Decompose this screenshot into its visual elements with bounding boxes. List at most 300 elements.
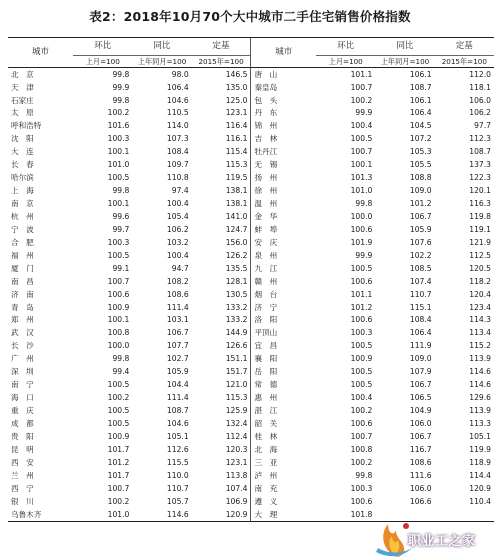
base-value: 135.0 [225, 82, 248, 92]
city-name: 青 岛 [11, 302, 34, 312]
city-name: 岳 阳 [251, 366, 316, 379]
yoy-value: 108.6 [409, 457, 432, 467]
yoy-value: 105.7 [166, 496, 189, 506]
yoy-value: 109.0 [409, 354, 432, 364]
base-value: 119.8 [469, 211, 491, 221]
base-value: 113.8 [225, 470, 248, 480]
mom-value: 99.8 [355, 470, 373, 480]
base-value: 106.9 [225, 496, 248, 506]
mom-value: 101.0 [107, 160, 130, 170]
yoy-value: 108.4 [409, 315, 432, 325]
yoy-value: 102.2 [409, 250, 432, 260]
mom-value: 100.3 [107, 134, 130, 144]
yoy-value: 110.7 [409, 289, 432, 299]
city-name: 烟 台 [251, 288, 316, 301]
mom-value: 99.9 [355, 108, 373, 118]
yoy-value: 107.2 [409, 134, 432, 144]
yoy-value: 106.0 [409, 418, 432, 428]
table-row [8, 275, 494, 288]
city-name: 郑 州 [11, 315, 34, 325]
city-name: 北 京 [11, 69, 34, 79]
header-base-right: 定基 [435, 38, 494, 56]
city-name: 呼和浩特 [11, 121, 42, 131]
city-name: 湛 江 [251, 404, 316, 417]
base-value: 132.4 [225, 418, 248, 428]
base-value: 114.6 [469, 367, 491, 377]
base-value: 105.1 [469, 431, 491, 441]
mom-value: 101.8 [316, 508, 375, 521]
yoy-value: 108.6 [166, 289, 189, 299]
mom-value: 100.7 [350, 147, 373, 157]
base-value: 146.5 [225, 69, 248, 79]
base-value: 130.5 [225, 289, 248, 299]
table-row [8, 443, 494, 456]
mom-value: 100.3 [107, 237, 130, 247]
city-name: 大 连 [11, 147, 34, 157]
table-row [8, 68, 494, 81]
base-value: 115.4 [225, 147, 248, 157]
yoy-value: 108.8 [409, 173, 432, 183]
table-row [8, 262, 494, 275]
mom-value: 100.8 [350, 444, 373, 454]
mom-value: 99.8 [112, 186, 130, 196]
yoy-value: 106.4 [409, 328, 432, 338]
city-name: 杭 州 [11, 211, 34, 221]
city-name: 上 海 [11, 186, 34, 196]
mom-value: 100.7 [107, 276, 130, 286]
yoy-value: 114.0 [166, 121, 189, 131]
city-name: 温 州 [251, 197, 316, 210]
city-name: 银 川 [11, 496, 34, 506]
table-row [8, 133, 494, 146]
mom-value: 101.1 [350, 289, 373, 299]
table-row [8, 288, 494, 301]
yoy-value: 105.3 [409, 147, 432, 157]
base-value: 106.2 [469, 108, 491, 118]
yoy-value: 107.4 [409, 276, 432, 286]
yoy-value: 106.1 [409, 95, 432, 105]
mom-value: 101.7 [107, 470, 130, 480]
yoy-value: 108.4 [166, 147, 189, 157]
city-name: 太 原 [11, 108, 34, 118]
city-name: 吉 林 [251, 133, 316, 146]
yoy-value: 111.6 [409, 470, 432, 480]
mom-value: 100.5 [350, 134, 373, 144]
city-name: 天 津 [11, 82, 34, 92]
base-value: 118.2 [469, 276, 491, 286]
mom-value: 100.1 [350, 160, 373, 170]
base-value: 126.2 [225, 250, 248, 260]
city-name: 合 肥 [11, 237, 34, 247]
base-value: 125.0 [225, 95, 248, 105]
city-name: 桂 林 [251, 430, 316, 443]
yoy-value: 115.1 [409, 302, 432, 312]
city-name: 平顶山 [251, 327, 316, 340]
city-name: 韶 关 [251, 417, 316, 430]
mom-value: 99.8 [112, 69, 130, 79]
mom-value: 100.5 [107, 380, 130, 390]
base-value: 120.9 [469, 483, 491, 493]
mom-value: 100.5 [107, 250, 130, 260]
yoy-value: 103.1 [166, 315, 189, 325]
base-value: 120.3 [225, 444, 248, 454]
mom-value: 101.0 [73, 508, 132, 521]
yoy-value: 105.1 [166, 431, 189, 441]
city-name: 昆 明 [11, 444, 34, 454]
mom-value: 100.5 [350, 380, 373, 390]
base-value: 151.1 [225, 354, 248, 364]
yoy-value: 97.4 [171, 186, 189, 196]
mom-value: 100.3 [350, 328, 373, 338]
subheader-base-right: 2015年=100 [435, 56, 494, 68]
base-value: 112.4 [225, 431, 248, 441]
subheader-mom-left: 上月=100 [73, 56, 132, 68]
mom-value: 100.9 [107, 431, 130, 441]
city-name: 丹 东 [251, 107, 316, 120]
city-name: 贵 阳 [11, 431, 34, 441]
yoy-value: 108.2 [166, 276, 189, 286]
city-name: 乌鲁木齐 [8, 508, 73, 521]
base-value: 116.1 [225, 134, 248, 144]
base-value: 97.7 [474, 121, 491, 131]
mom-value: 100.2 [350, 457, 373, 467]
yoy-value: 101.2 [409, 199, 432, 209]
base-value: 125.9 [225, 406, 248, 416]
city-name: 安 庆 [251, 236, 316, 249]
table-row [8, 417, 494, 430]
header-yoy-left: 同比 [132, 38, 191, 56]
mom-value: 100.9 [350, 354, 373, 364]
yoy-value: 115.5 [166, 457, 189, 467]
header-row [8, 38, 494, 56]
watermark-text: 职业工之家 [408, 534, 476, 549]
base-value: 110.4 [469, 496, 491, 506]
yoy-value: 104.6 [166, 418, 189, 428]
mom-value: 100.6 [350, 276, 373, 286]
mom-value: 100.6 [350, 315, 373, 325]
base-value: 113.4 [469, 328, 491, 338]
table-row [8, 81, 494, 94]
city-name: 成 都 [11, 418, 34, 428]
base-value: 123.4 [469, 302, 491, 312]
yoy-value: 106.6 [409, 496, 432, 506]
yoy-value: 110.8 [166, 173, 189, 183]
base-value: 116.3 [469, 199, 491, 209]
city-name: 南 充 [251, 482, 316, 495]
mom-value: 100.5 [107, 418, 130, 428]
city-name: 西 安 [11, 457, 34, 467]
mom-value: 100.0 [107, 341, 130, 351]
base-value: 128.1 [225, 276, 248, 286]
table-row [8, 482, 494, 495]
city-name: 福 州 [11, 250, 34, 260]
base-value: 144.9 [225, 328, 248, 338]
yoy-value: 108.5 [409, 263, 432, 273]
city-name: 遵 义 [251, 495, 316, 508]
city-name: 哈尔滨 [11, 173, 34, 183]
table-row [8, 353, 494, 366]
mom-value: 99.8 [112, 95, 130, 105]
yoy-value: 106.4 [166, 82, 189, 92]
header-base-left: 定基 [192, 38, 251, 56]
base-value: 115.3 [225, 160, 248, 170]
yoy-value: 111.9 [409, 341, 432, 351]
city-name: 金 华 [251, 210, 316, 223]
table-row [8, 159, 494, 172]
base-value: 121.9 [469, 237, 491, 247]
mom-value: 100.5 [350, 341, 373, 351]
mom-value: 100.3 [350, 483, 373, 493]
header-yoy-right: 同比 [375, 38, 434, 56]
mom-value: 100.1 [107, 315, 130, 325]
city-name: 九 江 [251, 262, 316, 275]
base-value: 114.3 [469, 315, 491, 325]
yoy-value: 94.7 [171, 263, 189, 273]
mom-value: 100.1 [107, 199, 130, 209]
mom-value: 100.9 [107, 302, 130, 312]
yoy-value: 108.7 [166, 406, 189, 416]
city-name: 大 理 [251, 508, 316, 521]
table-row [8, 236, 494, 249]
mom-value: 99.7 [112, 224, 130, 234]
mom-value: 100.6 [107, 289, 130, 299]
base-value: 112.3 [469, 134, 491, 144]
city-name: 济 南 [11, 289, 34, 299]
mom-value: 100.6 [350, 418, 373, 428]
base-value: 138.1 [225, 199, 248, 209]
table-row [8, 94, 494, 107]
city-name: 南 京 [11, 199, 34, 209]
mom-value: 100.4 [350, 121, 373, 131]
city-name: 厦 门 [11, 263, 34, 273]
table-row [8, 366, 494, 379]
table-row [8, 210, 494, 223]
city-name: 常 德 [251, 379, 316, 392]
base-value: 118.1 [469, 82, 491, 92]
subheader-yoy-right: 上年同月=100 [375, 56, 434, 68]
table-row [8, 301, 494, 314]
yoy-value: 108.7 [409, 82, 432, 92]
table-row [8, 314, 494, 327]
base-value: 119.9 [469, 444, 491, 454]
base-value: 112.0 [469, 69, 491, 79]
base-value: 113.3 [469, 418, 491, 428]
base-value: 120.4 [469, 289, 491, 299]
yoy-value: 106.7 [409, 431, 432, 441]
table-row [8, 430, 494, 443]
table-row [8, 456, 494, 469]
base-value: 121.0 [225, 380, 248, 390]
mom-value: 100.7 [350, 431, 373, 441]
base-value: 156.0 [225, 237, 248, 247]
base-value: 108.7 [469, 147, 491, 157]
base-value: 119.5 [225, 173, 248, 183]
table-row [8, 340, 494, 353]
base-value: 120.1 [469, 186, 491, 196]
city-name: 沈 阳 [11, 134, 34, 144]
city-name: 赣 州 [251, 275, 316, 288]
table-row [8, 249, 494, 262]
mom-value: 100.5 [350, 367, 373, 377]
city-name: 石家庄 [11, 95, 34, 105]
city-name: 南 宁 [11, 380, 34, 390]
subheader-mom-right: 上月=100 [316, 56, 375, 68]
table-row [8, 404, 494, 417]
mom-value: 100.2 [350, 406, 373, 416]
mom-value: 99.6 [112, 211, 130, 221]
base-value: 106.0 [469, 95, 491, 105]
yoy-value: 111.4 [166, 393, 189, 403]
table-row [8, 379, 494, 392]
table-row [8, 391, 494, 404]
base-value: 114.4 [469, 470, 491, 480]
base-value: 118.9 [469, 457, 491, 467]
yoy-value: 111.4 [166, 302, 189, 312]
yoy-value: 106.7 [166, 328, 189, 338]
mom-value: 99.8 [112, 354, 130, 364]
table-row [8, 120, 494, 133]
mom-value: 99.1 [112, 263, 130, 273]
base-value: 123.1 [225, 457, 248, 467]
city-name: 长 春 [11, 160, 34, 170]
mom-value: 99.4 [112, 367, 130, 377]
city-name: 重 庆 [11, 406, 34, 416]
mom-value: 101.3 [350, 173, 373, 183]
base-value: 129.6 [469, 393, 491, 403]
mom-value: 100.6 [350, 496, 373, 506]
table-row [8, 146, 494, 159]
subheader-base-left: 2015年=100 [192, 56, 251, 68]
table-row [8, 172, 494, 185]
city-name: 兰 州 [11, 470, 34, 480]
base-value: 123.1 [225, 108, 248, 118]
table-title: 表2：2018年10月70个大中城市二手住宅销售价格指数 [89, 9, 411, 24]
base-value: 126.6 [225, 341, 248, 351]
header-city-right: 城市 [251, 38, 316, 68]
city-name: 牡丹江 [251, 146, 316, 159]
yoy-value: 105.5 [409, 160, 432, 170]
mom-value: 101.7 [107, 444, 130, 454]
base-value: 120.5 [469, 263, 491, 273]
mom-value: 100.0 [350, 211, 373, 221]
city-name: 广 州 [11, 354, 34, 364]
mom-value: 100.8 [107, 328, 130, 338]
base-value: 133.2 [225, 302, 248, 312]
yoy-value: 116.7 [409, 444, 432, 454]
yoy-value: 104.9 [409, 406, 432, 416]
header-mom-left: 环比 [73, 38, 132, 56]
base-value: 115.2 [469, 341, 491, 351]
city-name: 泉 州 [251, 249, 316, 262]
city-name: 武 汉 [11, 328, 34, 338]
table-row [8, 184, 494, 197]
yoy-value: 106.2 [166, 224, 189, 234]
city-name: 襄 阳 [251, 353, 316, 366]
city-name: 唐 山 [251, 68, 316, 81]
mom-value: 101.9 [350, 237, 373, 247]
yoy-value: 102.7 [166, 354, 189, 364]
yoy-value: 107.9 [409, 367, 432, 377]
table-row [8, 197, 494, 210]
mom-value: 100.2 [107, 393, 130, 403]
city-name: 三 亚 [251, 456, 316, 469]
city-name: 长 沙 [11, 341, 34, 351]
mom-value: 100.6 [350, 224, 373, 234]
yoy-value: 104.5 [409, 121, 432, 131]
mom-value: 100.7 [107, 483, 130, 493]
yoy-value: 110.0 [166, 470, 189, 480]
city-name: 宜 昌 [251, 340, 316, 353]
base-value: 124.7 [225, 224, 248, 234]
base-value: 141.0 [225, 211, 248, 221]
city-name: 北 海 [251, 443, 316, 456]
yoy-value: 106.4 [409, 108, 432, 118]
base-value: 119.1 [469, 224, 491, 234]
city-name: 扬 州 [251, 172, 316, 185]
subheader-yoy-left: 上年同月=100 [132, 56, 191, 68]
base-value: 138.1 [225, 186, 248, 196]
mom-value: 100.2 [107, 108, 130, 118]
city-name: 西 宁 [11, 483, 34, 493]
yoy-value: 104.4 [166, 380, 189, 390]
mom-value: 100.5 [350, 263, 373, 273]
mom-value: 101.2 [107, 457, 130, 467]
yoy-value: 107.6 [409, 237, 432, 247]
city-name: 锦 州 [251, 120, 316, 133]
yoy-value: 103.2 [166, 237, 189, 247]
city-name: 蚌 埠 [251, 223, 316, 236]
table-row [8, 327, 494, 340]
base-value: 116.4 [225, 121, 248, 131]
base-value: 151.7 [225, 367, 248, 377]
mom-value: 101.1 [350, 69, 373, 79]
city-name: 南 昌 [11, 276, 34, 286]
city-name: 惠 州 [251, 391, 316, 404]
yoy-value: 107.3 [166, 134, 189, 144]
yoy-value: 106.7 [409, 380, 432, 390]
yoy-value: 106.0 [409, 483, 432, 493]
mom-value: 101.6 [107, 121, 130, 131]
yoy-value: 105.9 [166, 367, 189, 377]
price-index-table [8, 37, 494, 522]
city-name: 济 宁 [251, 301, 316, 314]
yoy-value: 112.6 [166, 444, 189, 454]
base-value: 107.4 [225, 483, 248, 493]
yoy-value: 100.4 [166, 250, 189, 260]
yoy-value: 110.7 [166, 483, 189, 493]
table-row [8, 495, 494, 508]
header-city-left: 城市 [8, 38, 73, 68]
header-mom-right: 环比 [316, 38, 375, 56]
base-value: 135.5 [225, 263, 248, 273]
base-value: 113.9 [469, 406, 491, 416]
mom-value: 100.2 [107, 496, 130, 506]
yoy-value: 107.7 [166, 341, 189, 351]
yoy-value: 109.7 [166, 160, 189, 170]
yoy-value: 106.7 [409, 211, 432, 221]
base-value: 114.6 [469, 380, 491, 390]
base-value: 137.3 [469, 160, 491, 170]
yoy-value: 98.0 [171, 69, 189, 79]
base-value: 112.5 [469, 250, 491, 260]
base-value: 115.3 [225, 393, 248, 403]
mom-value: 100.5 [107, 173, 130, 183]
city-name: 秦皇岛 [251, 81, 316, 94]
mom-value: 101.2 [350, 302, 373, 312]
mom-value: 101.0 [350, 186, 373, 196]
yoy-value: 109.0 [409, 186, 432, 196]
yoy-value: 106.5 [409, 393, 432, 403]
